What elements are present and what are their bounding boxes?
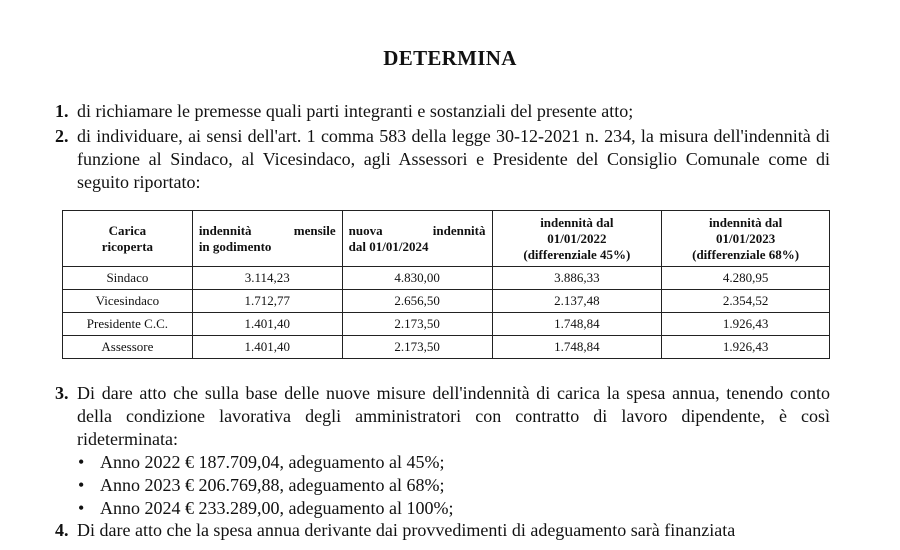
cell-carica: Presidente C.C. — [63, 313, 193, 336]
cell-dal2022: 2.137,48 — [492, 290, 662, 313]
cell-carica: Vicesindaco — [63, 290, 193, 313]
cell-mensile: 1.712,77 — [192, 290, 342, 313]
bullet-item: • Anno 2022 € 187.709,04, adeguamento al 45%; — [78, 452, 445, 472]
bullet-icon: • — [78, 498, 85, 518]
header-indennita-2022: indennità dal 01/01/2022 (differenziale 45%) — [492, 211, 662, 267]
table-header-row — [63, 211, 830, 267]
cell-mensile: 1.401,40 — [192, 336, 342, 359]
document-title: DETERMINA — [383, 46, 517, 70]
list-item-2 — [55, 125, 830, 194]
cell-dal2023: 1.926,43 — [662, 336, 830, 359]
cell-dal2022: 3.886,33 — [492, 267, 662, 290]
item-text: di individuare, ai sensi dell'art. 1 comma 583 della legge 30-12-2021 n. 234, la misura dell'indennità di funzione al Sindaco, al Vicesindaco, agli Assessori e Presidente del Consiglio Comunale come di seguito riportato: — [77, 126, 830, 192]
cell-nuova: 4.830,00 — [342, 267, 492, 290]
cell-carica: Sindaco — [63, 267, 193, 290]
cell-mensile: 1.401,40 — [192, 313, 342, 336]
cell-dal2023: 4.280,95 — [662, 267, 830, 290]
indemnity-table — [62, 210, 830, 359]
cell-nuova: 2.173,50 — [342, 336, 492, 359]
list-item-3 — [55, 382, 830, 451]
list-item-4-cut-off — [55, 519, 830, 540]
item-text: Di dare atto che la spesa annua derivante dai provvedimenti di adeguamento sarà finanziata — [77, 520, 736, 540]
table-row — [63, 313, 830, 336]
bullet-icon: • — [78, 452, 85, 472]
table-row — [63, 290, 830, 313]
item-text: di richiamare le premesse quali parti integranti e sostanziali del presente atto; — [77, 101, 634, 121]
item-number: 4. — [55, 520, 69, 540]
expense-bullet-list — [76, 451, 453, 520]
item-number: 1. — [55, 101, 69, 121]
cell-dal2022: 1.748,84 — [492, 313, 662, 336]
cell-carica: Assessore — [63, 336, 193, 359]
bullet-item: • Anno 2024 € 233.289,00, adeguamento al 100%; — [78, 498, 454, 518]
cell-nuova: 2.656,50 — [342, 290, 492, 313]
bullet-item: • Anno 2023 € 206.769,88, adeguamento al 68%; — [78, 475, 445, 495]
table-row — [63, 336, 830, 359]
item-number: 3. — [55, 383, 69, 403]
header-indennita-mensile: indennità mensile in godimento — [192, 211, 342, 267]
cell-dal2023: 1.926,43 — [662, 313, 830, 336]
cell-mensile: 3.114,23 — [192, 267, 342, 290]
header-indennita-2023: indennità dal 01/01/2023 (differenziale 68%) — [662, 211, 830, 267]
cell-dal2022: 1.748,84 — [492, 336, 662, 359]
item-text: Di dare atto che sulla base delle nuove misure dell'indennità di carica la spesa annua, tenendo conto della condizione lavorativa degli amministratori con contratto di lavoro dipendente, è così rideterminata: — [77, 383, 830, 449]
list-item-1 — [55, 100, 830, 123]
header-nuova-indennita: nuova indennità dal 01/01/2024 — [342, 211, 492, 267]
cell-nuova: 2.173,50 — [342, 313, 492, 336]
cell-dal2023: 2.354,52 — [662, 290, 830, 313]
bullet-icon: • — [78, 475, 85, 495]
item-number: 2. — [55, 126, 69, 146]
header-carica: Carica ricoperta — [63, 211, 193, 267]
table-row — [63, 267, 830, 290]
